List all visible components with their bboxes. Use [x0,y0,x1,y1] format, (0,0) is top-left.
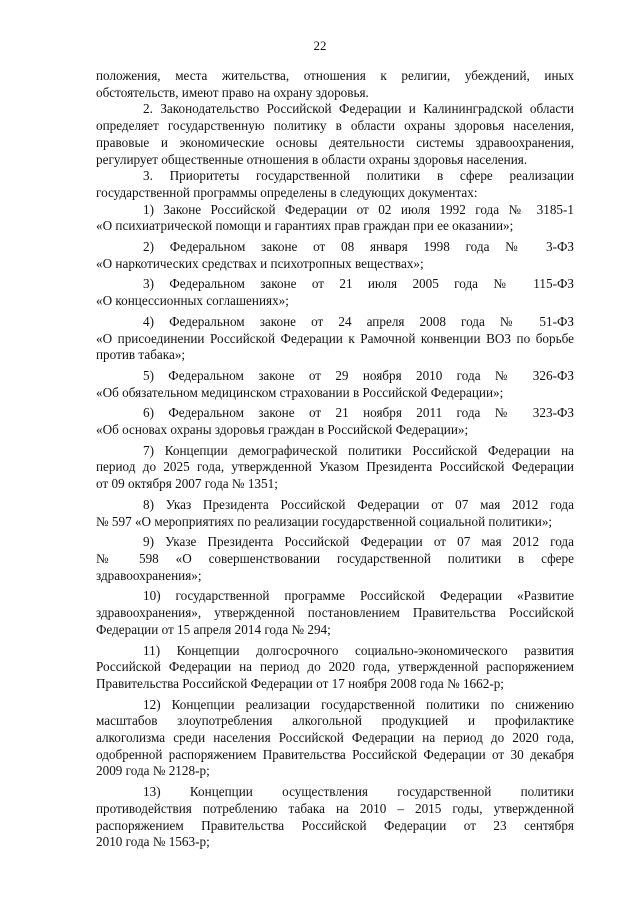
text-line: регулирует общественные отношения в области охраны здоровья населения. [96,151,528,167]
text-line: здравоохранения», утвержденной постановлением Правительства Российской [96,605,574,621]
text-line: Федерации от 15 апреля 2014 года № 294; [96,621,331,637]
text-line: от 09 октября 2007 года № 1351; [96,476,278,492]
text-line: «Об обязательном медицинском страховании в Российской Федерации»; [96,384,504,400]
text-line: «О концессионных соглашениях»; [96,293,289,309]
text-line: 2010 года № 1563-р; [96,834,210,850]
text-line: распоряжением Правительства Российской Федерации от 23 сентября [96,817,574,833]
text-line: положения, места жительства, отношения к религии, убеждений, иных [96,68,574,83]
text-line: 3) Федеральном законе от 21 июля 2005 года № 115-ФЗ [143,276,574,292]
text-line: 2009 года № 2128-р; [96,763,210,779]
text-line: алкоголизма среди населения Российской Федерации на период до 2020 года, [96,730,574,746]
text-line: одобренной распоряжением Правительства Российской Федерации от 30 декабря [96,746,574,762]
text-line: «Об основах охраны здоровья граждан в Российской Федерации»; [96,422,469,438]
page-number: 22 [313,38,327,53]
text-line: «О присоединении Российской Федерации к Рамочной конвенции ВОЗ по борьбе [96,330,574,346]
text-line: определяет государственную политику в области охраны здоровья населения, [96,118,574,134]
text-line: «О психиатрической помощи и гарантиях прав граждан при ее оказании»; [96,218,514,234]
document-body [96,68,574,851]
text-line: 9) Указе Президента Российской Федерации от 07 мая 2012 года [143,534,574,550]
text-line: 8) Указ Президента Российской Федерации от 07 мая 2012 года [143,496,574,512]
text-line: период до 2025 года, утвержденной Указом Президента Российской Федерации [96,459,574,475]
text-line: «О наркотических средствах и психотропных веществах»; [96,255,424,271]
text-line: 3. Приоритеты государственной политики в сфере реализации [143,168,574,184]
text-line: 7) Концепции демографической политики Российской Федерации на [143,442,574,458]
text-line: 1) Законе Российской Федерации от 02 июля 1992 года № 3185-1 [143,201,574,217]
text-line: правовые и экономические основы деятельности системы здравоохранения, [96,134,574,150]
text-line: 11) Концепции долгосрочного социально-экономического развития [143,642,574,658]
text-line: 5) Федеральном законе от 29 ноября 2010 года № 326-ФЗ [143,367,574,383]
text-line: 12) Концепции реализации государственной политики по снижению [143,696,574,712]
text-line: 2) Федеральном законе от 08 января 1998 года № 3-ФЗ [143,239,574,255]
text-line: противодействия потреблению табака на 2010 – 2015 годы, утвержденной [96,800,574,816]
text-line: 6) Федеральном законе от 21 ноября 2011 года № 323-ФЗ [143,405,574,421]
text-line: 10) государственной программе Российской Федерации «Развитие [143,588,574,604]
text-line: здравоохранения»; [96,567,202,583]
text-line: Российской Федерации на период до 2020 года, утвержденной распоряжением [96,659,574,675]
text-line: № 598 «О совершенствовании государственной политики в сфере [96,550,574,566]
text-line: государственной программы определены в следующих документах: [96,184,478,200]
text-line: 2. Законодательство Российской Федерации и Калининградской области [143,101,574,117]
text-line: № 597 «О мероприятиях по реализации государственной социальной политики»; [96,513,553,529]
text-line: Правительства Российской Федерации от 17 ноября 2008 года № 1662-р; [96,675,504,691]
text-line: 13) Концепции осуществления государственной политики [143,784,574,800]
text-line: против табака»; [96,347,186,363]
text-line: масштабов злоупотребления алкогольной продукцией и профилактике [96,713,574,729]
text-line: обстоятельств, имеют право на охрану здоровья. [96,84,369,100]
text-line: 4) Федеральном законе от 24 апреля 2008 года № 51-ФЗ [143,313,574,329]
